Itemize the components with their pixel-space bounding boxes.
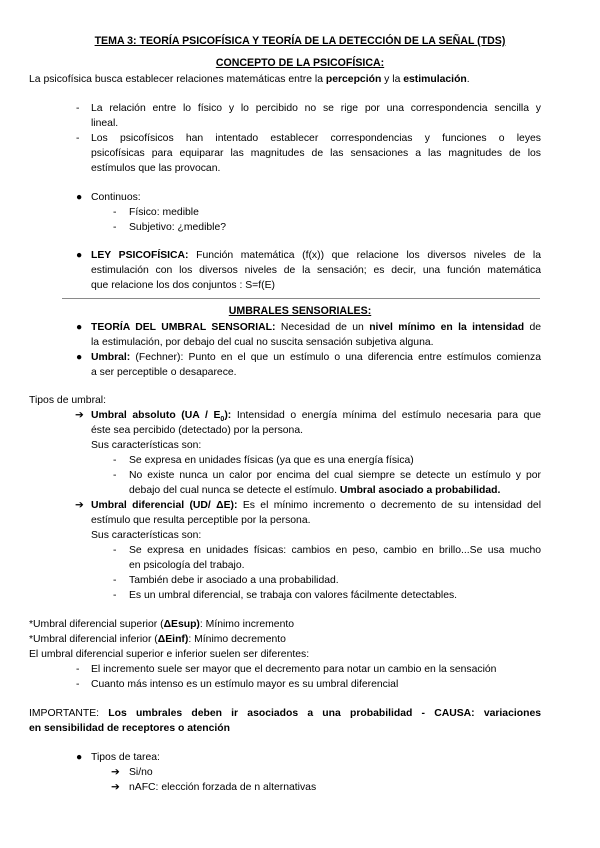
ua-item-calor-line1: No existe nunca un calor por encima del cual siempre se detecte un estímulo y por — [129, 470, 541, 481]
teoria-umbral-line1: TEORÍA DEL UMBRAL SENSORIAL: Necesidad de un nivel mínimo en la intensidad de — [91, 322, 542, 333]
dash-bullet: - — [113, 207, 117, 218]
tipos-tarea-label: Tipos de tarea: — [91, 752, 160, 763]
arrow-right-icon: ➔ — [75, 410, 84, 421]
umbral-diferencial-line1: Umbral diferencial (UD/ ΔE): Es el mínimo incremento o decremento de su intensidad del — [91, 500, 542, 511]
dash-bullet: - — [113, 455, 117, 466]
dash-bullet: - — [113, 575, 117, 586]
intro-paragraph: La psicofísica busca establecer relaciones matemáticas entre la percepción y la estimulación. — [29, 74, 470, 85]
caracteristicas-label: Sus características son: — [91, 440, 202, 451]
horizontal-divider — [62, 298, 540, 299]
tarea-si-no: Si/no — [129, 767, 153, 778]
tipos-umbral-label: Tipos de umbral: — [29, 395, 107, 406]
ua-item-calor-line2: debajo del cual nunca se detecte el estímulo. Umbral asociado a probabilidad. — [129, 485, 501, 496]
umbral-absoluto-line1: Umbral absoluto $(UA / E_0)$: Intensidad o energía mínima del estímulo necesaria para que — [91, 410, 541, 424]
ley-psicofisica-line2: estimulación con los diversos niveles de la sensación; es decir, una función matemática — [91, 265, 541, 276]
bullet-dot: ● — [76, 752, 83, 763]
fisico-item: Físico: medible — [129, 207, 199, 218]
ud-item-unidades-line1: Se expresa en unidades físicas: cambios en peso, cambio en brillo...Se usa mucho — [129, 545, 541, 556]
umbral-absoluto-line2: éste sea percibido (detectado) por la persona. — [91, 425, 303, 436]
ua-item-unidades: Se expresa en unidades físicas (ya que es una energía física) — [129, 455, 414, 466]
dash-bullet: - — [76, 103, 80, 114]
tarea-nafc: nAFC: elección forzada de n alternativas — [129, 782, 317, 793]
arrow-right-icon: ➔ — [111, 782, 120, 793]
psychophysicists-text-line1: Los psicofísicos han intentado establecer correspondencias y funciones o leyes — [91, 133, 541, 144]
umbral-inferior-note: *Umbral diferencial inferior (ΔEinf): Mínimo decremento — [29, 634, 286, 645]
importante-line1: IMPORTANTE: Los umbrales deben ir asociados a una probabilidad - CAUSA: variaciones — [29, 708, 541, 719]
dash-bullet: - — [113, 545, 117, 556]
relation-text-line1: La relación entre lo físico y lo percibido no se rige por una correspondencia sencilla y — [91, 103, 541, 114]
bullet-dot: ● — [76, 250, 83, 261]
bullet-dot: ● — [76, 352, 83, 363]
teoria-umbral-line2: la estimulación, por debajo del cual no suscita sensación subjetiva alguna. — [91, 337, 434, 348]
subjetivo-item: Subjetivo: ¿medible? — [129, 222, 227, 233]
continuos-label: Continuos: — [91, 192, 141, 203]
caracteristicas-label: Sus características son: — [91, 530, 202, 541]
dash-bullet: - — [113, 590, 117, 601]
ud-item-valores: Es un umbral diferencial, se trabaja con valores fácilmente detectables. — [129, 590, 458, 601]
dash-bullet: - — [76, 133, 80, 144]
psychophysicists-text-line3: estímulos que las provocan. — [91, 163, 221, 174]
incremento-item: El incremento suele ser mayor que el decremento para notar un cambio en la sensación — [91, 664, 497, 675]
ley-psicofisica-line1: LEY PSICOFÍSICA: Función matemática (f(x)) que relacione los diversos niveles de la — [91, 250, 541, 261]
umbral-def-line2: a ser perceptible o desaparece. — [91, 367, 237, 378]
dash-bullet: - — [76, 679, 80, 690]
umbrales-diferentes-text: El umbral diferencial superior e inferior suelen ser diferentes: — [29, 649, 310, 660]
intensidad-item: Cuanto más intenso es un estímulo mayor es su umbral diferencial — [91, 679, 399, 690]
umbral-diferencial-line2: estímulo que resulta perceptible por la persona. — [91, 515, 311, 526]
section-heading-umbrales: UMBRALES SENSORIALES: — [228, 305, 372, 317]
bullet-dot: ● — [76, 192, 83, 203]
psychophysicists-text-line2: psicofísicas para equiparar las magnitudes de las sensaciones a las magnitudes de los — [91, 148, 541, 159]
section-heading-psicofisica: CONCEPTO DE LA PSICOFÍSICA: — [215, 57, 385, 69]
umbral-superior-note: *Umbral diferencial superior (ΔEsup): Mínimo incremento — [29, 619, 295, 630]
dash-bullet: - — [113, 222, 117, 233]
arrow-right-icon: ➔ — [111, 767, 120, 778]
dash-bullet: - — [113, 470, 117, 481]
importante-line2: en sensibilidad de receptores o atención — [29, 723, 230, 734]
ud-item-unidades-line2: en psicología del trabajo. — [129, 560, 245, 571]
dash-bullet: - — [76, 664, 80, 675]
umbral-def-line1: Umbral: (Fechner): Punto en el que un estímulo o una diferencia entre estímulos comienza — [91, 352, 541, 363]
arrow-right-icon: ➔ — [75, 500, 84, 511]
relation-text-line2: lineal. — [91, 118, 119, 129]
ley-psicofisica-line3: que relacione los dos conjuntos : S=f(E) — [91, 280, 275, 291]
bullet-dot: ● — [76, 322, 83, 333]
ud-item-probabilidad: También debe ir asociado a una probabilidad. — [129, 575, 339, 586]
document-title: TEMA 3: TEORÍA PSICOFÍSICA Y TEORÍA DE LA DETECCIÓN DE LA SEÑAL (TDS) — [94, 35, 506, 47]
